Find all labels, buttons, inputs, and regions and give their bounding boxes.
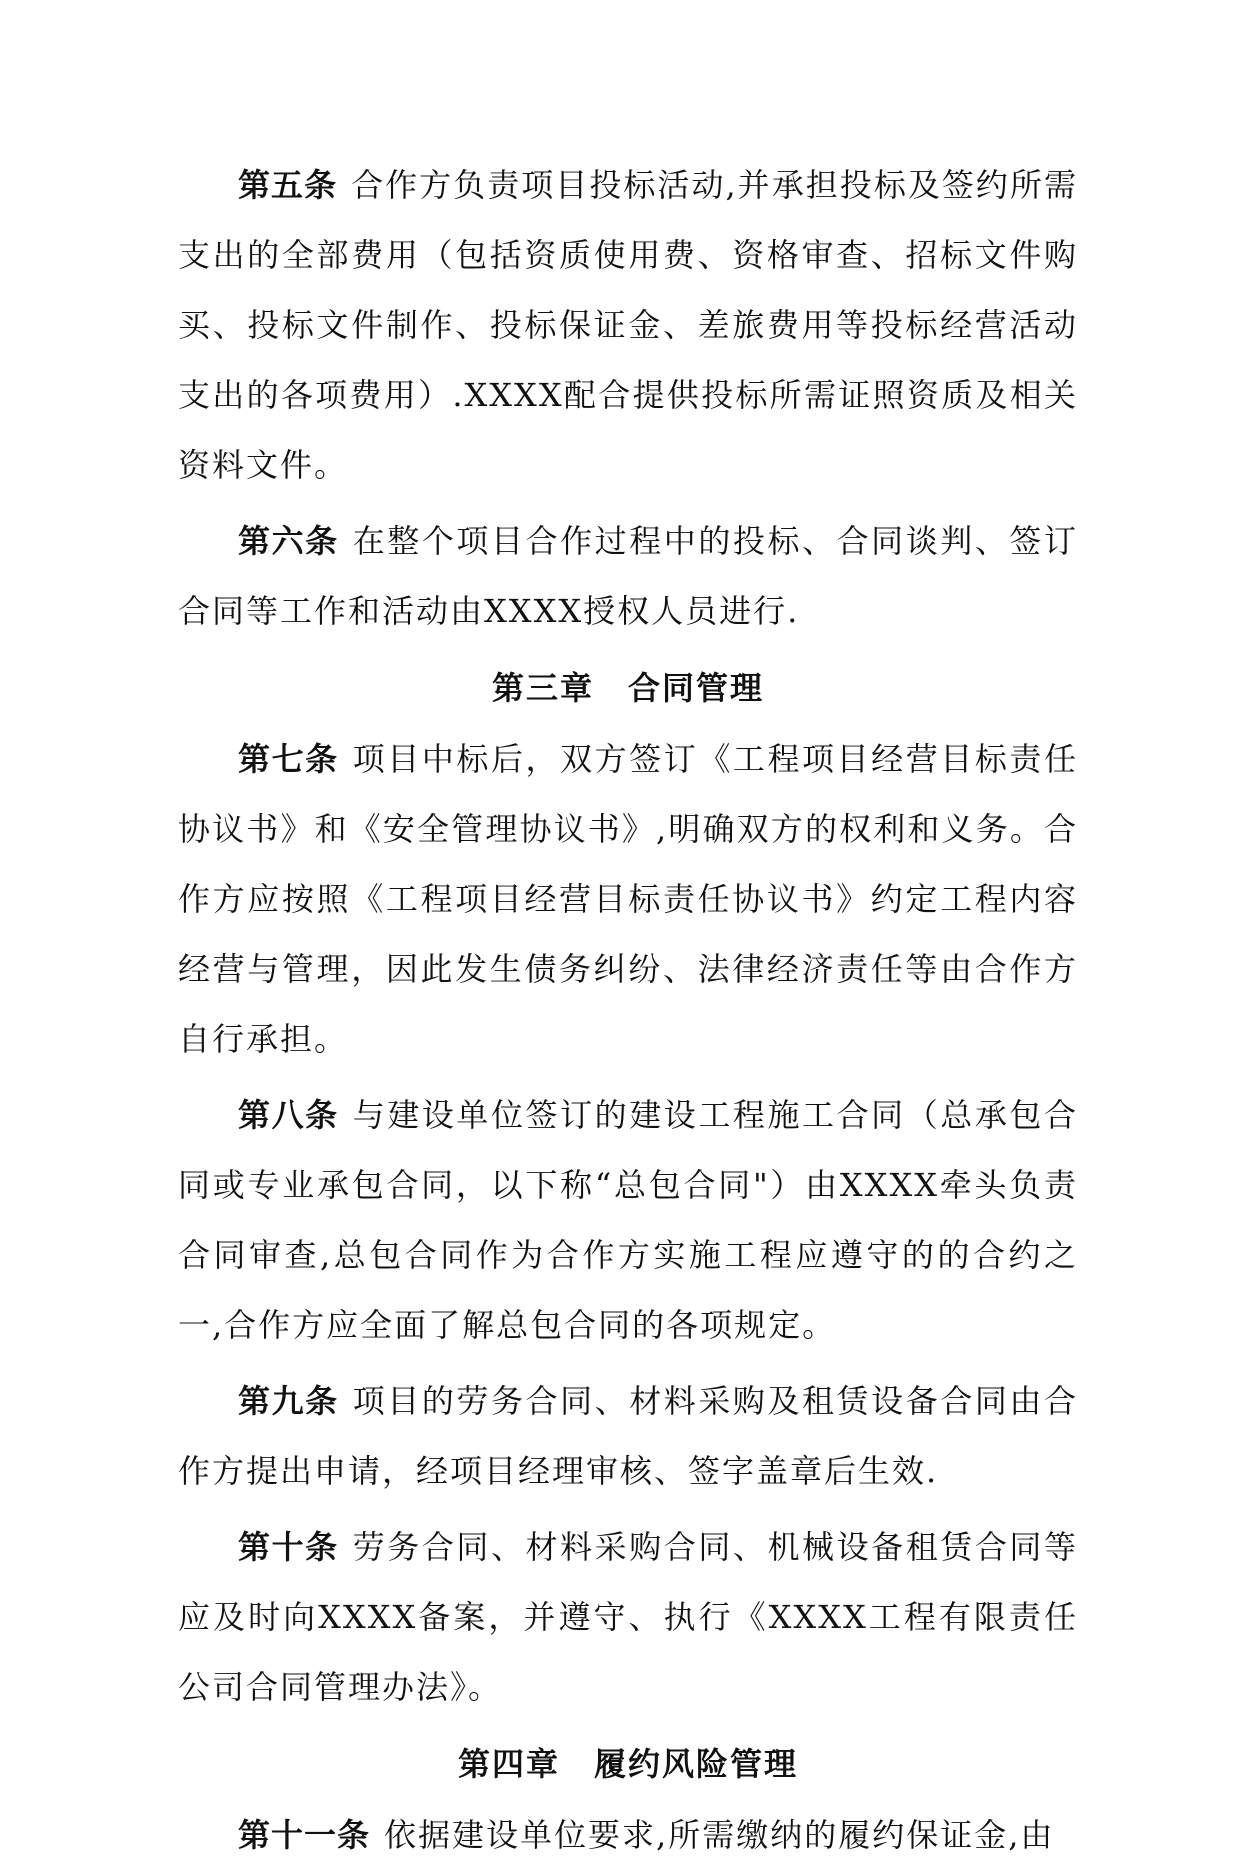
article-6: [178, 506, 1078, 646]
article-10: [178, 1512, 1078, 1722]
article-number: 第十条: [238, 1528, 339, 1566]
document-body: [178, 150, 1078, 1876]
chapter-4-heading: [178, 1728, 1078, 1800]
chapter-title: 履约风险管理: [594, 1745, 799, 1783]
article-text: 合作方负责项目投标活动,并承担投标及签约所需支出的全部费用（包括资质使用费、资格审查、招标文件购买、投标文件制作、投标保证金、差旅费用等投标经营活动支出的各项费用）.XXXX配合提供投标所需证照资质及相关资料文件。: [178, 166, 1078, 484]
article-5: [178, 150, 1078, 500]
article-8: [178, 1080, 1078, 1360]
article-number: 第九条: [238, 1382, 339, 1420]
article-9: [178, 1366, 1078, 1506]
article-text: 依据建设单位要求,所需缴纳的履约保证金,由: [384, 1816, 1055, 1854]
chapter-3-heading: [178, 652, 1078, 724]
article-text: 项目中标后，双方签订《工程项目经营目标责任协议书》和《安全管理协议书》,明确双方的权利和义务。合作方应按照《工程项目经营目标责任协议书》约定工程内容经营与管理，因此发生债务纠纷、法律经济责任等由合作方自行承担。: [178, 740, 1078, 1058]
article-number: 第七条: [238, 740, 339, 778]
article-7: [178, 724, 1078, 1074]
article-number: 第五条: [238, 166, 338, 204]
article-11: [178, 1800, 1078, 1870]
article-text: 在整个项目合作过程中的投标、合同谈判、签订合同等工作和活动由XXXX授权人员进行.: [178, 522, 1078, 630]
article-text: 与建设单位签订的建设工程施工合同（总承包合同或专业承包合同，以下称“总包合同"）由XXXX牵头负责合同审查,总包合同作为合作方实施工程应遵守的的合约之一,合作方应全面了解总包合同的各项规定。: [178, 1096, 1078, 1344]
chapter-number: 第四章: [457, 1745, 560, 1783]
article-number: 第八条: [238, 1096, 339, 1134]
chapter-title: 合同管理: [628, 669, 765, 707]
article-text: 劳务合同、材料采购合同、机械设备租赁合同等应及时向XXXX备案，并遵守、执行《XXXX工程有限责任公司合同管理办法》。: [178, 1528, 1078, 1706]
article-number: 第十一条: [238, 1816, 371, 1854]
article-text: 项目的劳务合同、材料采购及租赁设备合同由合作方提出申请，经项目经理审核、签字盖章后生效.: [178, 1382, 1078, 1490]
article-number: 第六条: [238, 522, 339, 560]
chapter-number: 第三章: [491, 669, 594, 707]
